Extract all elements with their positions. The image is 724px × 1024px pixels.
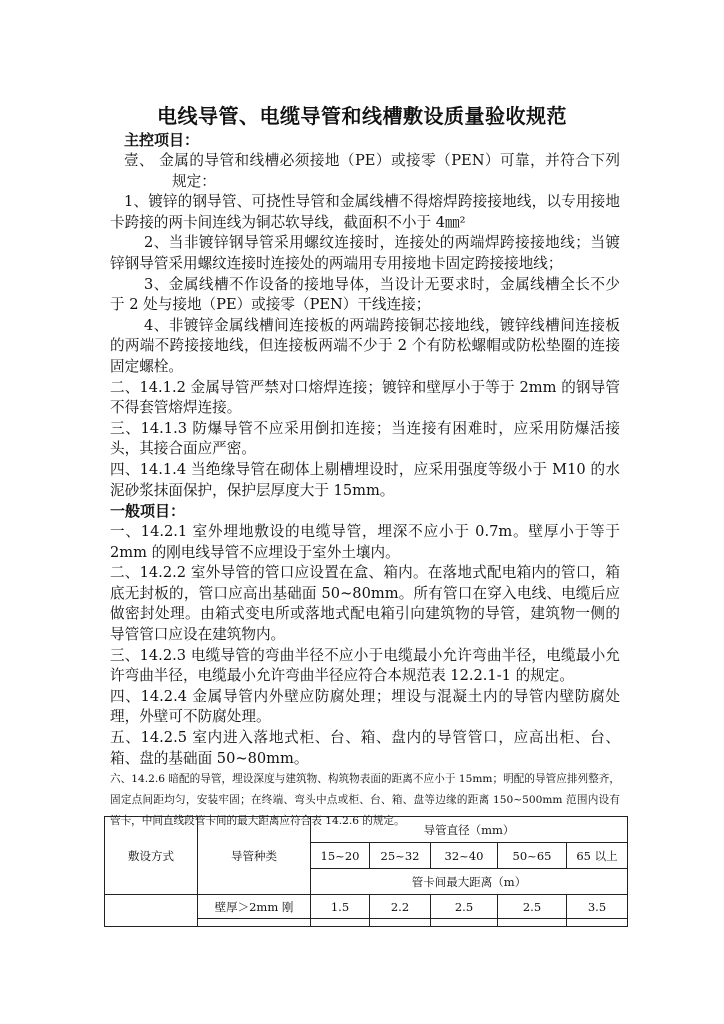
pipe-clamp-table bbox=[104, 816, 628, 927]
table-value-cell-empty bbox=[498, 919, 567, 927]
table-value-cell-empty bbox=[370, 919, 431, 927]
note-paragraph: 六、14.2.6 暗配的导管，埋设深度与建筑物、构筑物表面的距离不应小于 15mm；明配的导管应排列整齐，固定点间距均匀，安装牢固；在终端、弯头中点或柜、台、箱、盘等边缘的距离 150~500mm 范围内设有管卡，中间直线段管卡间的最大距离应符合表 14.2.6 的规定。 bbox=[110, 773, 620, 828]
main-item: 三、14.1.3 防爆导管不应采用倒扣连接；当连接有困难时，应采用防爆活接头，其接合面应严密。 bbox=[110, 419, 620, 458]
main-item: 二、14.1.2 金属导管严禁对口熔焊连接；镀锌和壁厚小于等于 2mm 的钢导管不得套管熔焊连接。 bbox=[110, 378, 620, 417]
table-value-cell: 3.5 bbox=[567, 895, 628, 919]
general-item: 一、14.2.1 室外埋地敷设的电缆导管，埋深不应小于 0.7m。壁厚小于等于 2mm 的刚电线导管不应埋设于室外土壤内。 bbox=[110, 523, 620, 561]
table-value-cell-empty bbox=[311, 919, 370, 927]
table-value-cell: 2.5 bbox=[431, 895, 498, 919]
table-value-cell: 1.5 bbox=[311, 895, 370, 919]
table-max-distance-label: 管卡间最大距离（m） bbox=[311, 869, 628, 895]
table-diameter-cell: 32~40 bbox=[431, 843, 498, 869]
general-item: 二、14.2.2 室外导管的管口应设置在盒、箱内。在落地式配电箱内的管口，箱底无封板的，管口应高出基础面 50~80mm。所有管口在穿入电线、电缆后应做密封处理。由箱式变电所或落地式配电箱引向建筑物的导管，建筑物一侧的导管管口应设在建筑物内。 bbox=[110, 564, 620, 644]
table-value-cell-empty bbox=[567, 919, 628, 927]
table-value-cell: 2.5 bbox=[498, 895, 567, 919]
main-item: 2、当非镀锌钢导管采用螺纹连接时，连接处的两端焊跨接接地线；当镀锌钢导管采用螺纹连接时连接处的两端用专用接地卡固定跨接接地线； bbox=[110, 234, 620, 272]
table-row-type-empty bbox=[198, 919, 311, 927]
table-value-cell-empty bbox=[431, 919, 498, 927]
page-title: 电线导管、电缆导管和线槽敷设质量验收规范 bbox=[157, 104, 567, 128]
table-header-type: 导管种类 bbox=[198, 817, 311, 895]
table-row-type: 壁厚＞2mm 刚 bbox=[198, 895, 311, 919]
table-value-cell: 2.2 bbox=[370, 895, 431, 919]
main-item: 4、非镀锌金属线槽间连接板的两端跨接铜芯接地线，镀锌线槽间连接板的两端不跨接接地线，但连接板两端不少于 2 个有防松螺帽或防松垫圈的连接固定螺栓。 bbox=[110, 316, 620, 375]
table-row-method bbox=[105, 895, 198, 927]
document-body bbox=[110, 130, 620, 832]
general-item: 四、14.2.4 金属导管内外壁应防腐处理；埋设与混凝土内的导管内壁防腐处理，外壁可不防腐处理。 bbox=[110, 687, 620, 726]
general-item: 五、14.2.5 室内进入落地式柜、台、箱、盘内的导管管口，应高出柜、台、箱、盘的基础面 50~80mm。 bbox=[110, 729, 620, 767]
table-header-diameter: 导管直径（mm） bbox=[311, 817, 628, 843]
main-item: 1、镀锌的钢导管、可挠性导管和金属线槽不得熔焊跨接接地线，以专用接地卡跨接的两卡间连线为铜芯软导线，截面积不小于 4㎜² bbox=[110, 193, 620, 231]
general-heading: 一般项目： bbox=[110, 502, 186, 521]
table-diameter-cell: 15~20 bbox=[311, 843, 370, 869]
main-item: 壹、 金属的导管和线槽必须接地（PE）或接零（PEN）可靠，并符合下列规定： bbox=[124, 152, 620, 190]
general-item: 三、14.2.3 电缆导管的弯曲半径不应小于电缆最小允许弯曲半径，电缆最小允许弯曲半径，电缆最小允许弯曲半径应符合本规范表 12.2.1-1 的规定。 bbox=[110, 646, 620, 685]
main-item: 3、金属线槽不作设备的接地导体，当设计无要求时，金属线槽全长不少于 2 处与接地（PE）或接零（PEN）干线连接； bbox=[110, 275, 620, 314]
main-item: 四、14.1.4 当绝缘导管在砌体上剔槽埋设时，应采用强度等级小于 M10 的水泥砂浆抹面保护，保护层厚度大于 15mm。 bbox=[110, 460, 620, 499]
table-diameter-cell: 50~65 bbox=[498, 843, 567, 869]
main-heading: 主控项目： bbox=[124, 131, 200, 149]
table-header-method: 敷设方式 bbox=[105, 817, 198, 895]
table-diameter-cell: 65 以上 bbox=[567, 843, 628, 869]
table-diameter-cell: 25~32 bbox=[370, 843, 431, 869]
